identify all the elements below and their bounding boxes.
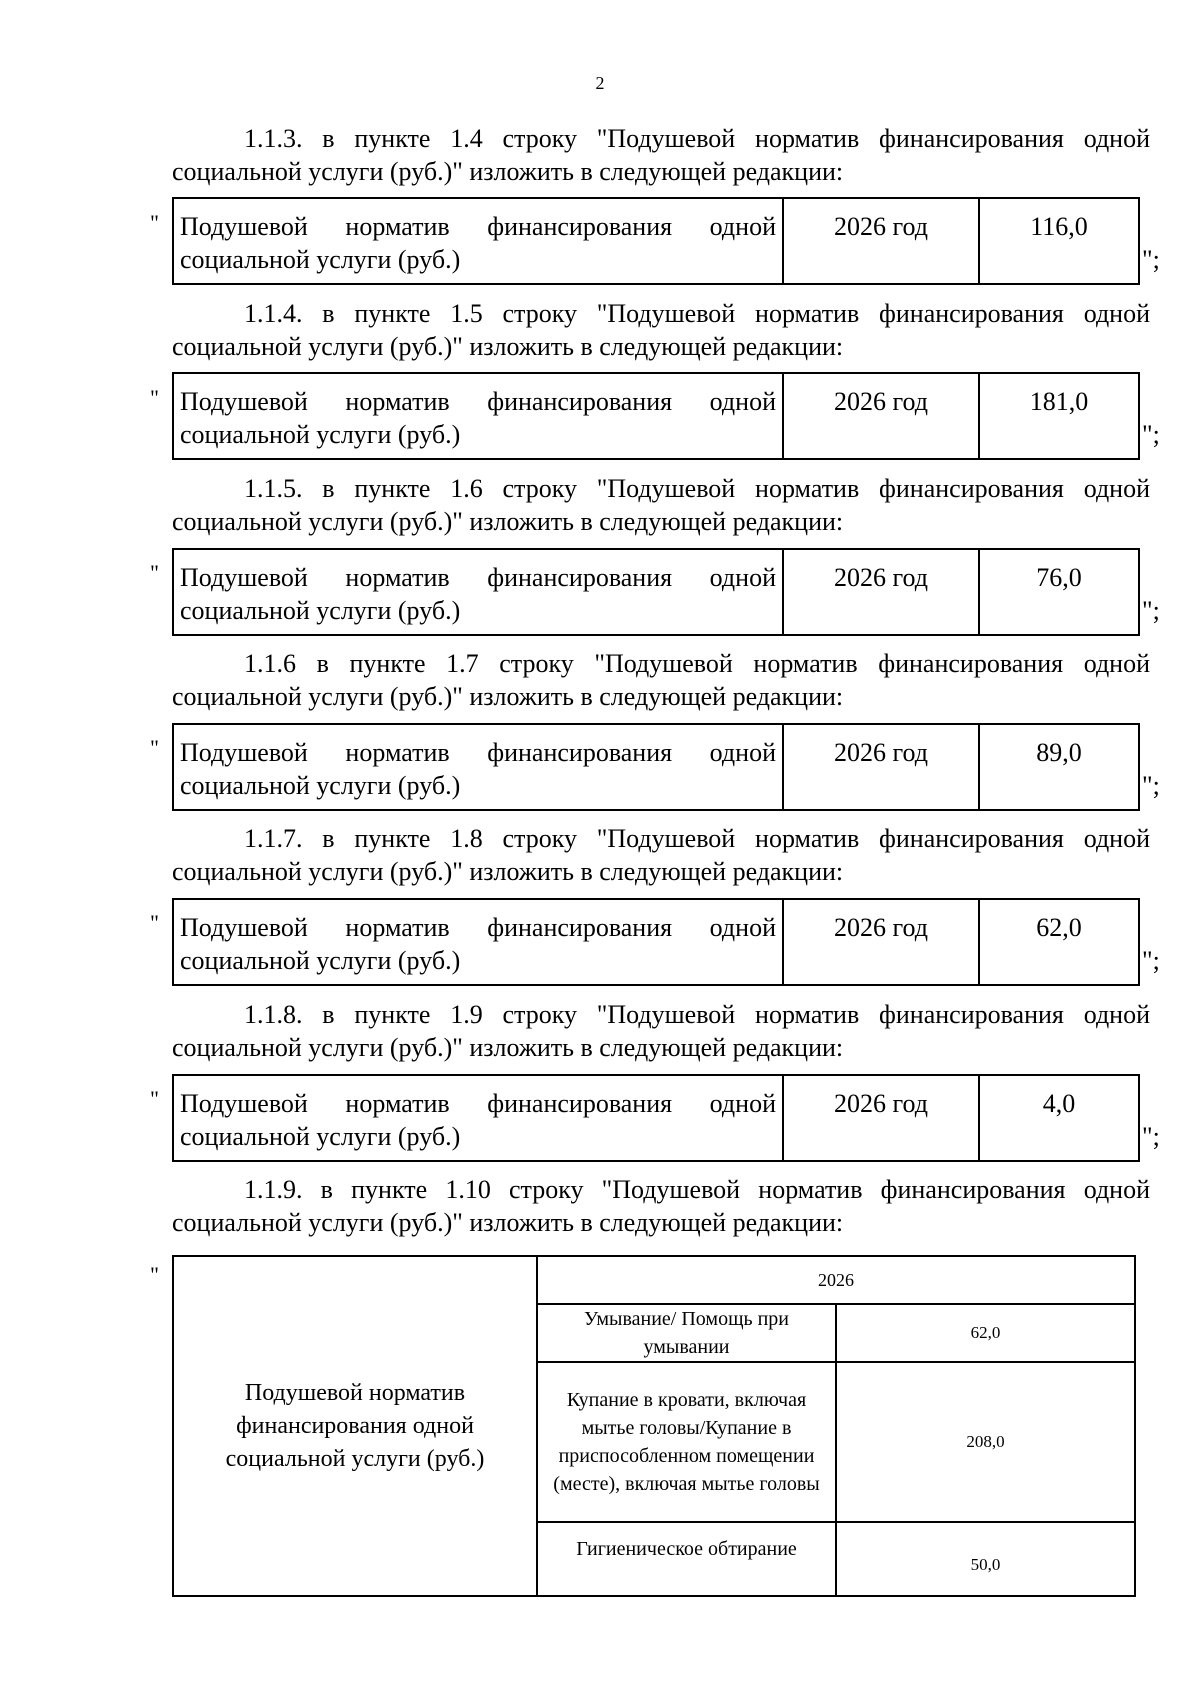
amendment-paragraph: 1.1.9. в пункте 1.10 строку "Подушевой норматив финансирования одной социальной услуги (руб.)" изложить в следующей редакции: bbox=[172, 1175, 1150, 1237]
page-number: 2 bbox=[595, 73, 605, 93]
closing-quote-mark: "; bbox=[1142, 245, 1160, 274]
norm-name-cell: Подушевой норматив финансирования одной социальной услуги (руб.) bbox=[173, 1075, 783, 1161]
value-cell: 76,0 bbox=[979, 549, 1139, 635]
norm-name-cell: Подушевой норматив финансирования одной социальной услуги (руб.) bbox=[173, 198, 783, 284]
value-cell: 181,0 bbox=[979, 373, 1139, 459]
year-cell: 2026 год bbox=[783, 198, 979, 284]
amendment-paragraph: 1.1.6 в пункте 1.7 строку "Подушевой норматив финансирования одной социальной услуги (руб.)" изложить в следующей редакции: bbox=[172, 649, 1150, 711]
year-cell: 2026 год bbox=[783, 899, 979, 985]
table-row bbox=[173, 373, 1139, 459]
norm-name-cell: Подушевой норматив финансирования одной социальной услуги (руб.) bbox=[173, 1256, 537, 1596]
year-cell: 2026 год bbox=[783, 1075, 979, 1161]
value-cell: 62,0 bbox=[979, 899, 1139, 985]
amendment-paragraph: 1.1.7. в пункте 1.8 строку "Подушевой норматив финансирования одной социальной услуги (руб.)" изложить в следующей редакции: bbox=[172, 824, 1150, 886]
value-cell: 116,0 bbox=[979, 198, 1139, 284]
opening-quote-mark: " bbox=[150, 210, 159, 235]
table-row bbox=[173, 724, 1139, 810]
norm-name-cell: Подушевой норматив финансирования одной социальной услуги (руб.) bbox=[173, 724, 783, 810]
year-cell: 2026 год bbox=[783, 724, 979, 810]
opening-quote-mark: " bbox=[150, 385, 159, 410]
closing-quote-mark: "; bbox=[1142, 596, 1160, 625]
year-header-cell: 2026 bbox=[537, 1256, 1135, 1304]
opening-quote-mark: " bbox=[150, 1262, 159, 1287]
table-row bbox=[173, 899, 1139, 985]
service-value-cell: 62,0 bbox=[836, 1304, 1135, 1362]
service-name-cell: Гигиеническое обтирание bbox=[537, 1522, 836, 1596]
norm-table bbox=[172, 723, 1140, 811]
norm-table bbox=[172, 548, 1140, 636]
closing-quote-mark: "; bbox=[1142, 946, 1160, 975]
table-row bbox=[173, 198, 1139, 284]
norm-table bbox=[172, 197, 1140, 285]
norm-name-cell: Подушевой норматив финансирования одной социальной услуги (руб.) bbox=[173, 549, 783, 635]
opening-quote-mark: " bbox=[150, 910, 159, 935]
table-row bbox=[173, 549, 1139, 635]
year-cell: 2026 год bbox=[783, 549, 979, 635]
closing-quote-mark: "; bbox=[1142, 1122, 1160, 1151]
norm-name-cell: Подушевой норматив финансирования одной социальной услуги (руб.) bbox=[173, 373, 783, 459]
service-value-cell: 208,0 bbox=[836, 1362, 1135, 1522]
amendment-paragraph: 1.1.8. в пункте 1.9 строку "Подушевой норматив финансирования одной социальной услуги (руб.)" изложить в следующей редакции: bbox=[172, 1000, 1150, 1062]
table-row bbox=[173, 1256, 1135, 1304]
table-row bbox=[173, 1075, 1139, 1161]
service-name-cell: Купание в кровати, включая мытье головы/Купание в приспособленном помещении (месте), включая мытье головы bbox=[537, 1362, 836, 1522]
value-cell: 4,0 bbox=[979, 1075, 1139, 1161]
norm-table bbox=[172, 372, 1140, 460]
service-value-cell: 50,0 bbox=[836, 1522, 1135, 1596]
norm-name-cell: Подушевой норматив финансирования одной социальной услуги (руб.) bbox=[173, 899, 783, 985]
norm-table bbox=[172, 898, 1140, 986]
amendment-paragraph: 1.1.5. в пункте 1.6 строку "Подушевой норматив финансирования одной социальной услуги (руб.)" изложить в следующей редакции: bbox=[172, 474, 1150, 536]
opening-quote-mark: " bbox=[150, 560, 159, 585]
year-cell: 2026 год bbox=[783, 373, 979, 459]
amendment-paragraph: 1.1.3. в пункте 1.4 строку "Подушевой норматив финансирования одной социальной услуги (руб.)" изложить в следующей редакции: bbox=[172, 124, 1150, 186]
service-name-cell: Умывание/ Помощь при умывании bbox=[537, 1304, 836, 1362]
services-norm-table bbox=[172, 1255, 1136, 1597]
norm-table bbox=[172, 1074, 1140, 1162]
amendment-paragraph: 1.1.4. в пункте 1.5 строку "Подушевой норматив финансирования одной социальной услуги (руб.)" изложить в следующей редакции: bbox=[172, 299, 1150, 361]
opening-quote-mark: " bbox=[150, 735, 159, 760]
value-cell: 89,0 bbox=[979, 724, 1139, 810]
closing-quote-mark: "; bbox=[1142, 771, 1160, 800]
opening-quote-mark: " bbox=[150, 1086, 159, 1111]
closing-quote-mark: "; bbox=[1142, 420, 1160, 449]
